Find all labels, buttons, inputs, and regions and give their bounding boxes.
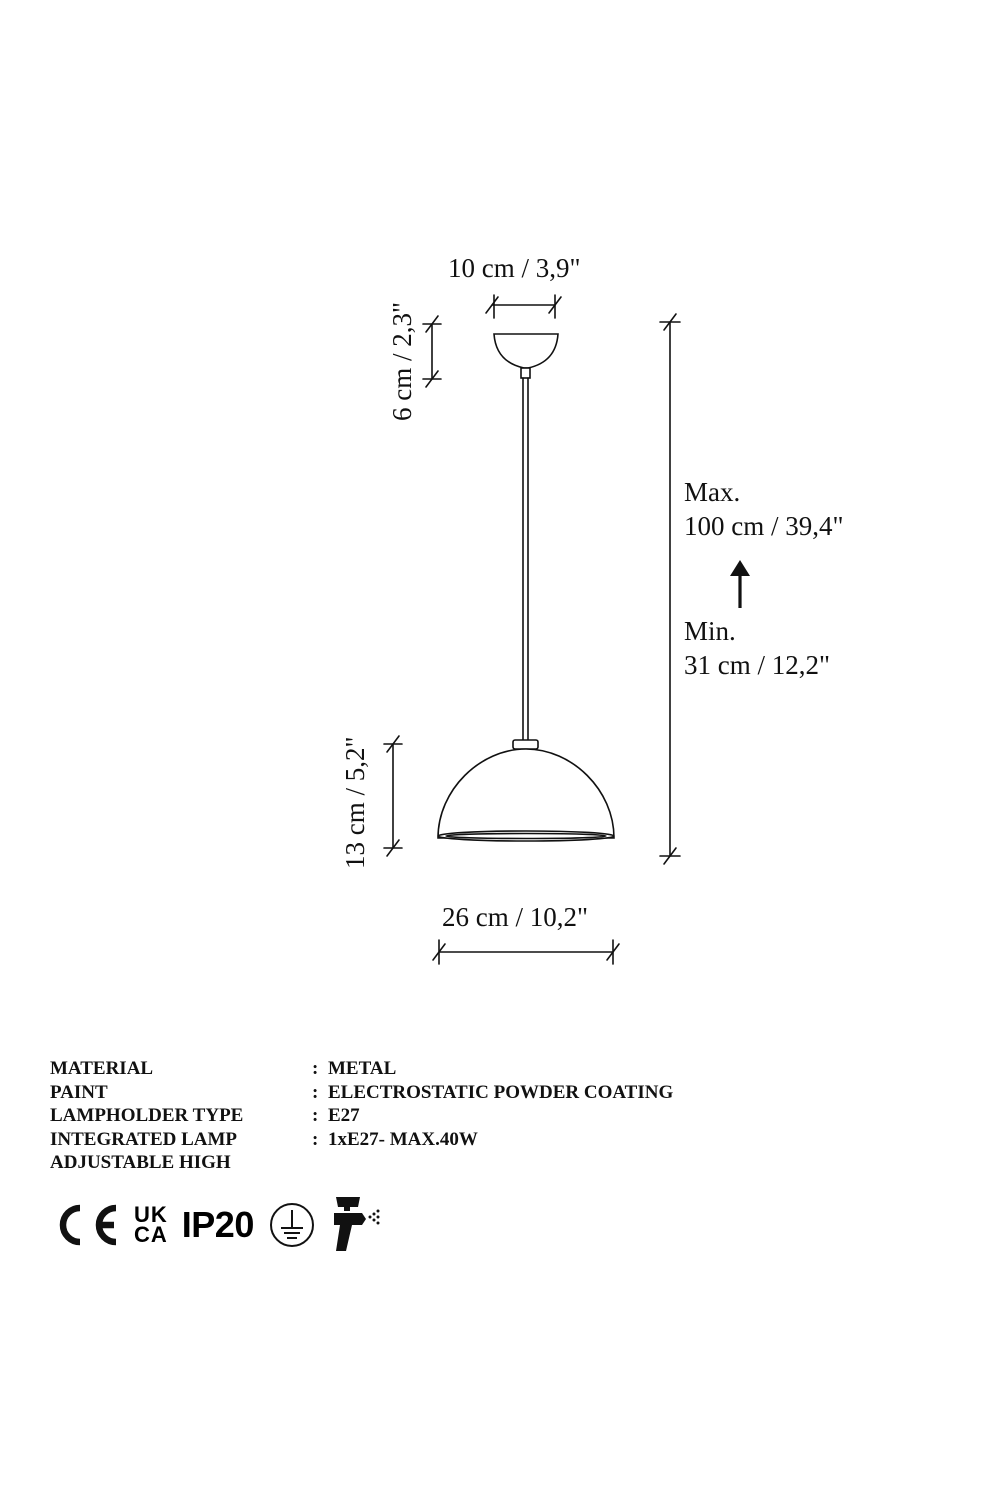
ce-mark-icon [50,1201,120,1249]
spec-value: E27 [328,1105,360,1126]
spec-colon: : [312,1128,319,1150]
drop-min-value: 31 cm / 12,2" [684,650,831,680]
spray-gun-icon [330,1195,382,1255]
spec-row [50,1057,673,1081]
drop-min-label: Min. [684,616,736,646]
ukca-mark-icon [134,1202,168,1247]
spec-row [50,1104,673,1128]
canopy-width-label: 10 cm / 3,9" [448,253,581,283]
spec-key: PAINT [50,1081,108,1103]
canopy [494,334,558,368]
ukca-bottom: CA [134,1222,168,1247]
spec-row [50,1081,673,1105]
spec-table [50,1057,673,1175]
shade-height-label: 13 cm / 5,2" [340,736,370,869]
shade-width-label: 26 cm / 10,2" [442,902,589,932]
spec-key: MATERIAL [50,1058,154,1079]
spec-key: LAMPHOLDER TYPE [50,1105,244,1126]
canopy-height-label: 6 cm / 2,3" [387,301,417,421]
spec-colon: : [312,1058,319,1079]
ukca-top: UK [134,1202,168,1227]
lamp-shade [438,749,614,838]
spec-value: 1xE27- MAX.40W [328,1128,478,1150]
drop-max-value: 100 cm / 39,4" [684,511,844,541]
certification-marks [50,1195,382,1255]
ip-rating: IP20 [181,1204,254,1245]
spec-row [50,1128,673,1152]
canopy-connector [521,368,530,378]
earth-ground-icon [268,1201,316,1249]
drop-max-label: Max. [684,477,741,507]
spec-value: METAL [328,1058,397,1079]
shade-rim [438,831,614,841]
spec-key: INTEGRATED LAMP [50,1128,238,1150]
up-arrow-icon [730,560,750,608]
spec-colon: : [312,1105,319,1126]
spec-value: ELECTROSTATIC POWDER COATING [328,1081,674,1103]
spec-row [50,1151,673,1175]
spec-colon: : [312,1081,319,1103]
shade-connector [513,740,538,749]
spec-key: ADJUSTABLE HIGH [50,1152,231,1173]
